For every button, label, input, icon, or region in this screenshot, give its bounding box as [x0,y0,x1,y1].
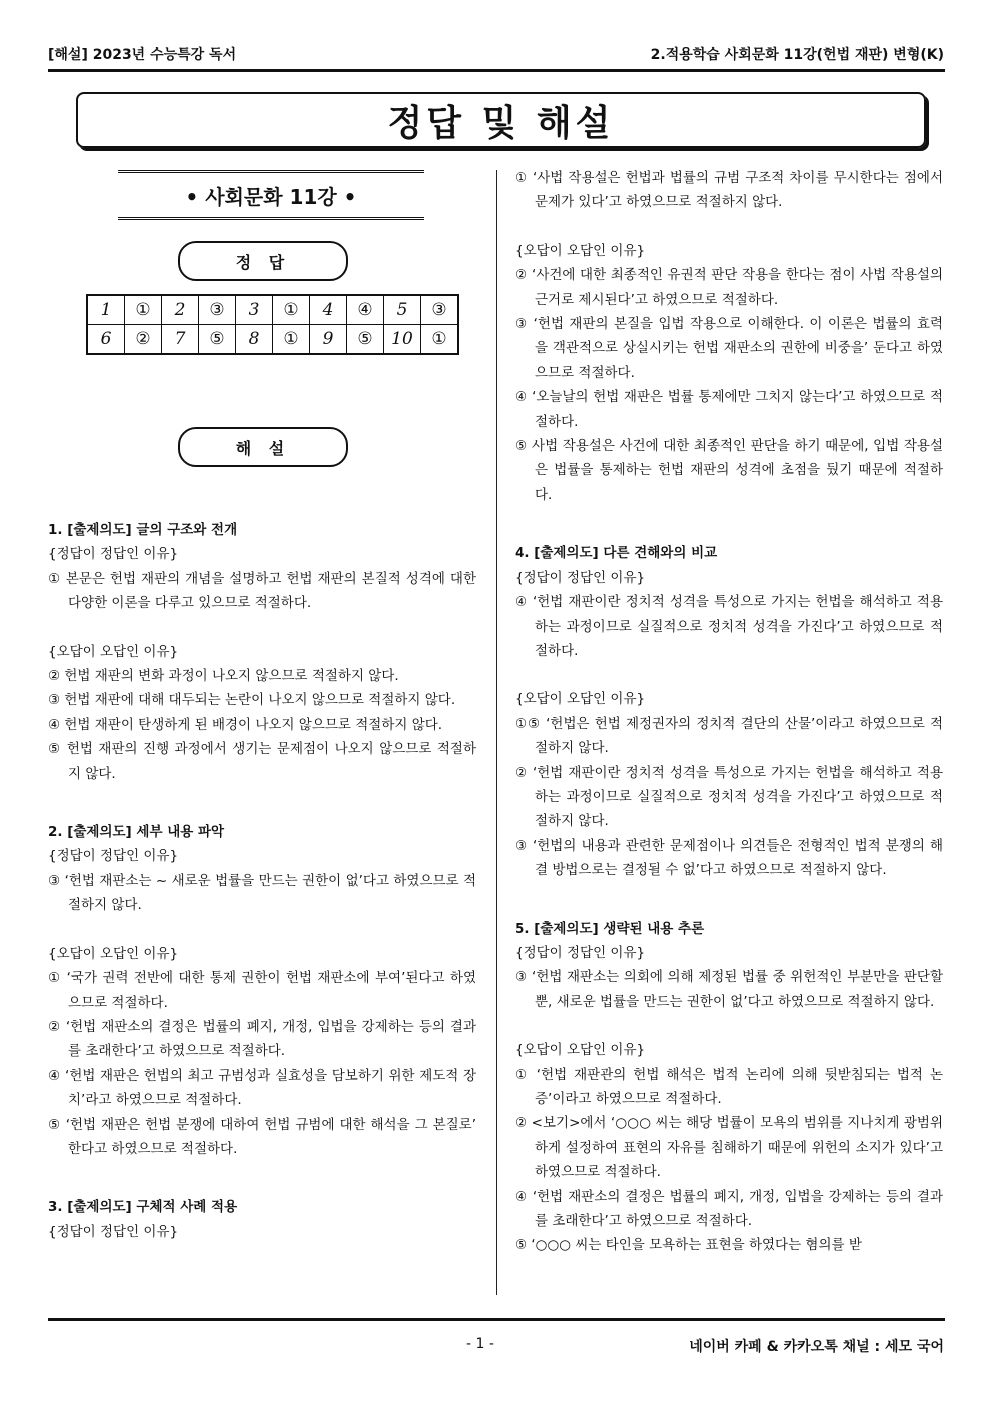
explanation-item: ⑤ ‘헌법 재판은 헌법 분쟁에 대하여 헌법 규범에 대한 해석을 그 본질로’ 한다고 하였으므로 적절하다. [48,1116,476,1157]
answer-choice: ⑤ [347,325,384,355]
reason-label: {정답이 정답인 이유} [515,944,646,961]
explanation-item: ④ ‘오늘날의 헌법 재판은 법률 통제에만 그치지 않는다’고 하였으므로 적절하다. [515,389,943,430]
answer-number: 10 [384,325,421,355]
question-heading: 1. [출제의도] 글의 구조와 전개 [48,522,238,538]
answer-number: 9 [310,325,347,355]
question-heading: 4. [출제의도] 다른 견해와의 비교 [515,545,718,562]
answer-number: 7 [162,325,199,355]
explanation-item: ① ‘헌법 재판관의 헌법 해석은 법적 논리에 의해 뒷받침되는 법적 논증’이라고 하였으므로 적절하다. [515,1066,943,1107]
answer-number: 4 [310,295,347,325]
reason-label: {오답이 오답인 이유} [515,242,646,259]
answer-choice: ① [273,295,310,325]
footer-rule [48,1318,945,1321]
spacer [515,663,943,687]
question-heading: 2. [출제의도] 세부 내용 파악 [48,824,225,841]
answer-choice: ④ [347,295,384,325]
answer-table [86,294,459,355]
spacer [515,215,943,239]
answer-number: 2 [162,295,199,325]
spacer [48,786,476,820]
reason-label: {정답이 정답인 이유} [48,848,179,865]
left-column [48,518,476,1244]
spacer [48,918,476,942]
answer-number: 5 [384,295,421,325]
explanation-item: ① 본문은 헌법 재판의 개념을 설명하고 헌법 재판의 본질적 성격에 대한 다양한 이론을 다루고 있으므로 적절하다. [48,570,476,612]
explanation-item: ③ 헌법 재판에 대해 대두되는 논란이 나오지 않으므로 적절하지 않다. [48,692,456,709]
spacer [48,1161,476,1195]
explanation-item: ③ ‘헌법 재판소는 ~ 새로운 법률을 만드는 권한이 없’다고 하였으므로 적절하지 않다. [48,872,476,914]
reason-label: {오답이 오답인 이유} [48,643,179,660]
reason-label: {오답이 오답인 이유} [48,945,179,962]
answer-number: 8 [236,325,273,355]
explanation-item: ① ‘사법 작용설은 헌법과 법률의 규범 구조적 차이를 무시한다는 점에서 문제가 있다’고 하였으므로 적절하지 않다. [515,170,943,211]
answer-choice: ③ [421,295,459,325]
question-heading: 3. [출제의도] 구체적 사례 적용 [48,1199,238,1216]
explanation-item: ③ ‘헌법 재판소는 의회에 의해 제정된 법률 중 위헌적인 부분만을 판단할 뿐, 새로운 법률을 만드는 권한이 없’다고 하였으므로 적절하지 않다. [515,969,943,1010]
explanation-item: ⑤ ‘○○○ 씨는 타인을 모욕하는 표현을 하였다는 혐의를 받 [515,1237,862,1254]
explanation-item: ② ‘헌법 재판소의 결정은 법률의 폐지, 개정, 입법을 강제하는 등의 결과를 초래한다’고 하였으므로 적절하다. [48,1018,476,1060]
explanation-item: ③ ‘헌법 재판의 본질을 입법 작용으로 이해한다. 이 이론은 법률의 효력을 객관적으로 상실시키는 헌법 재판소의 권한에 비중을’ 둔다고 하였으므로 적절하다. [515,316,943,381]
explanation-item: ④ 헌법 재판이 탄생하게 된 배경이 나오지 않으므로 적절하지 않다. [48,716,443,733]
spacer [48,616,476,640]
answer-row [87,325,458,355]
header-rule [48,69,945,72]
reason-label: {오답이 오답인 이유} [515,691,646,708]
answer-choice: ⑤ [199,325,236,355]
page-title: 정답 및 해설 [387,102,615,144]
explanation-item: ⑤ 헌법 재판의 진행 과정에서 생기는 문제점이 나오지 않으므로 적절하지 않다. [48,741,476,782]
explanation-item: ① ‘국가 권력 전반에 대한 통제 권한이 헌법 재판소에 부여’된다고 하였으므로 적절하다. [48,970,476,1011]
answer-choice: ③ [199,295,236,325]
reason-label: {정답이 정답인 이유} [48,1223,179,1240]
column-divider [496,170,497,1295]
title-box [76,92,926,148]
explanation-item: ② <보기>에서 ‘○○○ 씨는 해당 법률이 모욕의 범위를 지나치게 광범위하게 설정하여 표현의 자유를 침해하기 때문에 위헌의 소지가 있다’고 하였으므로 적절하다. [515,1115,943,1181]
explanation-item: ⑤ 사법 작용설은 사건에 대한 최종적인 판단을 하기 때문에, 입법 작용설은 법률을 통제하는 헌법 재판의 성격에 초점을 뒀기 때문에 적절하다. [515,438,943,503]
answer-choice: ① [421,325,459,355]
explanation-item: ② ‘사건에 대한 최종적인 유권적 판단 작용을 한다는 점이 사법 작용설의 근거로 제시된다’고 하였으므로 적절하다. [515,267,943,308]
answer-label: 정 답 [178,241,348,281]
right-column [515,166,943,1258]
spacer [515,507,943,541]
spacer [515,883,943,917]
subject-heading: • 사회문화 11강 • [118,170,424,220]
header-right: 2.적용학습 사회문화 11강(헌법 재판) 변형(K) [650,47,944,63]
explanation-item: ② 헌법 재판의 변화 과정이 나오지 않으므로 적절하지 않다. [48,668,399,685]
answer-choice: ② [125,325,162,355]
explanation-item: ④ ‘헌법 재판은 헌법의 최고 규범성과 실효성을 담보하기 위한 제도적 장치’라고 하였으므로 적절하다. [48,1067,476,1109]
explanation-label: 해 설 [178,427,348,467]
answer-number: 3 [236,295,273,325]
spacer [515,1014,943,1038]
reason-label: {오답이 오답인 이유} [515,1042,646,1059]
explanation-item: ③ ‘헌법의 내용과 관련한 문제점이나 의견들은 전형적인 법적 분쟁의 해결 방법으로는 결정될 수 없’다고 하였으므로 적절하지 않다. [515,837,943,879]
explanation-item: ④ ‘헌법 재판이란 정치적 성격을 특성으로 가지는 헌법을 해석하고 적용하는 과정이므로 실질적으로 정치적 성격을 가진다’고 하였으므로 적절하다. [515,594,943,659]
question-heading: 5. [출제의도] 생략된 내용 추론 [515,920,705,937]
answer-number: 1 [87,295,125,325]
explanation-item: ④ ‘헌법 재판소의 결정은 법률의 폐지, 개정, 입법을 강제하는 등의 결과를 초래한다’고 하였으므로 적절하다. [515,1188,943,1230]
page-number: - 1 - [466,1336,494,1352]
reason-label: {정답이 정답인 이유} [48,546,179,563]
answer-choice: ① [273,325,310,355]
header-left: [해설] 2023년 수능특강 독서 [48,47,237,63]
reason-label: {정답이 정답인 이유} [515,569,646,586]
answer-row [87,295,458,325]
answer-number: 6 [87,325,125,355]
answer-choice: ① [125,295,162,325]
explanation-item: ①⑤ ‘헌법은 헌법 제정권자의 정치적 결단의 산물’이라고 하였으므로 적절하지 않다. [515,715,943,757]
footer-credit: 네이버 카페 & 카카오톡 채널 : 세모 국어 [689,1339,944,1355]
explanation-item: ② ‘헌법 재판이란 정치적 성격을 특성으로 가지는 헌법을 해석하고 적용하는 과정이므로 실질적으로 정치적 성격을 가진다’고 하였으므로 적절하지 않다. [515,764,943,830]
